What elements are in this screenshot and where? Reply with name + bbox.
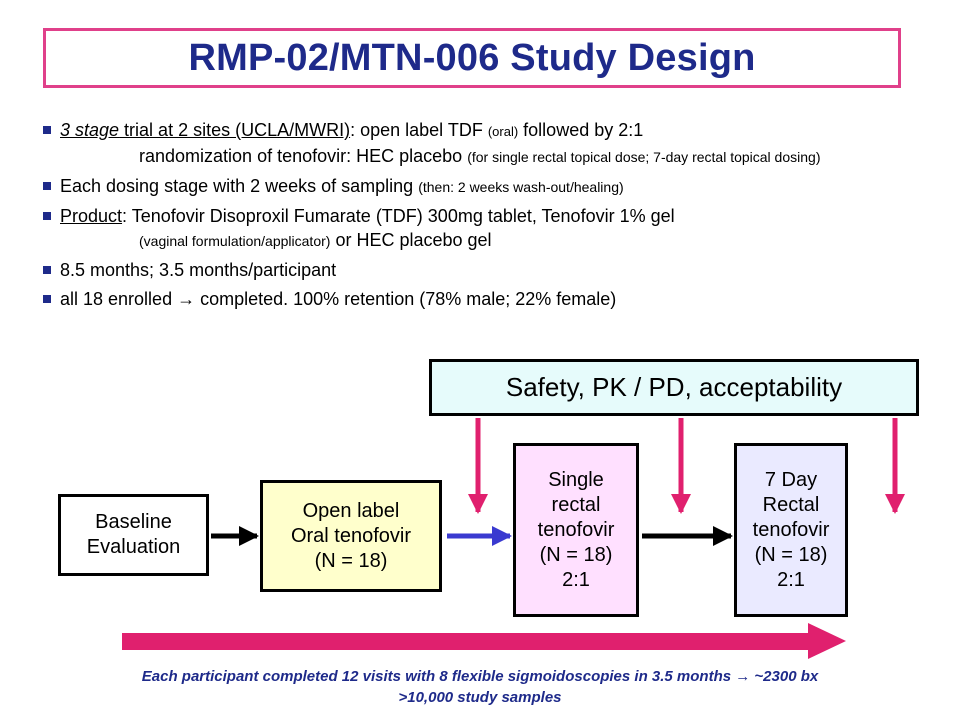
bullet-text: : Tenofovir Disoproxil Fumarate (TDF) 300mg tablet, Tenofovir 1% gel [122, 206, 675, 226]
stage-oral [260, 480, 442, 592]
stage-single-rectal [513, 443, 639, 617]
footer-line: >10,000 study samples [398, 689, 562, 706]
sites-term: trial at 2 sites (UCLA/MWRI) [119, 120, 351, 140]
bullet-text: followed by 2:1 [518, 120, 644, 140]
stage-line: Oral tenofovir [290, 524, 412, 547]
bullet-text: randomization of tenofovir: HEC placebo [139, 146, 468, 166]
stage-seven-day [734, 443, 848, 617]
bullet-text: 8.5 months; 3.5 months/participant [60, 260, 337, 280]
stage-line: (N = 18) [314, 549, 388, 572]
stage-line: tenofovir [752, 518, 830, 541]
bullet-small-text: (vaginal formulation/applicator) [139, 233, 331, 249]
footer-note [0, 666, 960, 708]
stage-term: 3 stage [60, 120, 120, 140]
stage-baseline [58, 494, 209, 576]
stage-line: Rectal [762, 493, 820, 516]
bullet-text: all 18 enrolled → completed. 100% retention (78% male; 22% female) [60, 289, 617, 309]
bullet-text: or HEC placebo gel [330, 230, 492, 250]
timeline-arrow [122, 623, 846, 659]
stage-line: Evaluation [86, 536, 181, 558]
stage-line: rectal [551, 493, 601, 516]
bullet-small-text: (for single rectal topical dose; 7-day rectal topical dosing) [467, 149, 821, 165]
stage-line: Open label [302, 499, 400, 522]
stage-line: tenofovir [537, 518, 615, 541]
stage-line: 2:1 [562, 568, 590, 591]
bullet-small-text: (oral) [487, 124, 519, 139]
bullet-text: : open label TDF [350, 120, 488, 140]
page-title: RMP-02/MTN-006 Study Design [188, 36, 756, 79]
stage-line: 2:1 [777, 568, 805, 591]
stage-line: (N = 18) [754, 543, 828, 566]
safety-label: Safety, PK / PD, acceptability [505, 372, 843, 402]
stage-line: Single [548, 468, 604, 491]
stage-line: Baseline [95, 511, 172, 533]
footer-line: Each participant completed 12 visits with 8 flexible sigmoidoscopies in 3.5 months → ~2300 bx [141, 668, 819, 685]
bullet-small-text: (then: 2 weeks wash-out/healing) [418, 179, 624, 195]
product-term: Product [60, 206, 123, 226]
bullet-text: Each dosing stage with 2 weeks of sampling [60, 176, 419, 196]
stage-line: (N = 18) [539, 543, 613, 566]
stage-line: 7 Day [764, 468, 818, 491]
